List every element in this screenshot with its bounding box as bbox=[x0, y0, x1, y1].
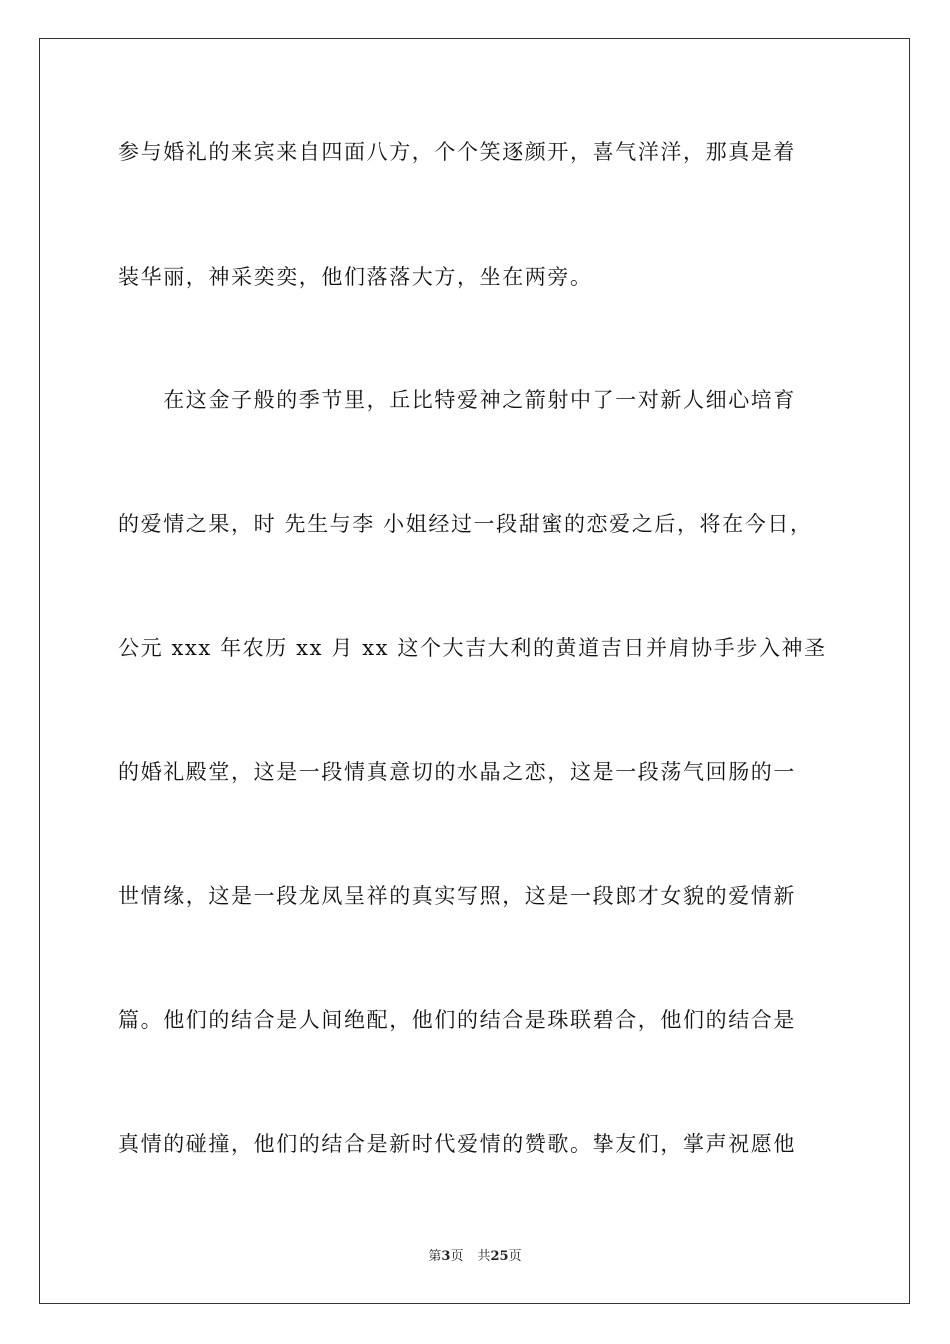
body-text-line-2: 装华丽，神采奕奕，他们落落大方，坐在两旁。 bbox=[118, 265, 593, 289]
body-text-line-3: 在这金子般的季节里，丘比特爱神之箭射中了一对新人细心培育 bbox=[118, 388, 796, 412]
total-pages: 25 bbox=[490, 1249, 509, 1264]
page-suffix: 页 bbox=[450, 1249, 464, 1264]
page-border bbox=[39, 38, 910, 1304]
page-footer bbox=[0, 1248, 950, 1266]
total-suffix: 页 bbox=[508, 1249, 522, 1264]
page-number: 3 bbox=[441, 1249, 451, 1264]
body-text-line-7: 世情缘，这是一段龙凤呈祥的真实写照，这是一段郎才女貌的爱情新 bbox=[118, 884, 796, 908]
body-text-line-5: 公元 xxx 年农历 xx 月 xx 这个大吉大利的黄道吉日并肩协手步入神圣 bbox=[118, 636, 827, 660]
body-text-line-9: 真情的碰撞，他们的结合是新时代爱情的赞歌。挚友们，掌声祝愿他 bbox=[118, 1132, 796, 1156]
body-text-line-4: 的爱情之果，时 先生与李 小姐经过一段甜蜜的恋爱之后，将在今日， bbox=[118, 512, 813, 536]
body-text-line-8: 篇。他们的结合是人间绝配，他们的结合是珠联碧合，他们的结合是 bbox=[118, 1008, 796, 1032]
total-prefix: 共 bbox=[477, 1249, 491, 1264]
page-prefix: 第 bbox=[428, 1249, 442, 1264]
body-text-line-1: 参与婚礼的来宾来自四面八方，个个笑逐颜开，喜气洋洋，那真是着 bbox=[118, 140, 796, 164]
body-text-line-6: 的婚礼殿堂，这是一段情真意切的水晶之恋，这是一段荡气回肠的一 bbox=[118, 760, 796, 784]
